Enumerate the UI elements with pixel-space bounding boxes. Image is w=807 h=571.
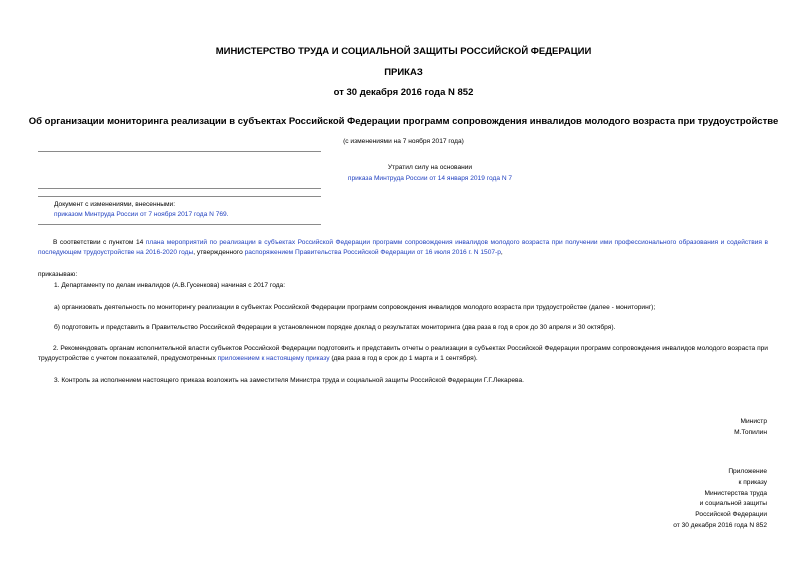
expired-link[interactable]: приказа Минтруда России от 14 января 2019 года N 7 [347, 175, 513, 182]
divider [38, 224, 321, 225]
appendix-line: Российской Федерации [695, 511, 767, 519]
signature-name: М.Топилин [734, 428, 767, 436]
appendix-block [673, 467, 767, 532]
doc-type-heading: ПРИКАЗ [384, 67, 423, 78]
amendments-note: (с изменениями на 7 ноября 2017 года) [343, 138, 464, 145]
appendix-line: и социальной защиты [699, 500, 767, 508]
doc-title: Об организации мониторинга реализации в субъектах Российской Федерации программ сопровождения инвалидов молодого возраста при трудоустройстве [28, 116, 779, 127]
signature [734, 417, 767, 439]
appendix-link[interactable]: приложением к настоящему приказу [217, 355, 330, 362]
item-2 [38, 344, 768, 364]
signature-position: Министр [740, 418, 767, 425]
action-plan-link[interactable]: плана мероприятий по реализации в субъектах Российской Федерации программ сопровождения инвалидов молодого возраста при получении ими профессионального образования и содействия в последующем трудоустройстве на 2016-2020 годы [38, 239, 768, 256]
preamble [38, 238, 768, 258]
item-1a: а) организовать деятельность по мониторингу реализации в субъектах Российской Федерации программ сопровождения инвалидов молодого возраста при трудоустройстве (далее - мониторинг); [54, 304, 656, 311]
changes-label: Документ с изменениями, внесенными: [54, 201, 176, 208]
ministry-heading: МИНИСТЕРСТВО ТРУДА И СОЦИАЛЬНОЙ ЗАЩИТЫ РОССИЙСКОЙ ФЕДЕРАЦИИ [215, 46, 592, 57]
divider [38, 188, 321, 189]
item-1: 1. Департаменту по делам инвалидов (А.В.Гусенкова) начиная с 2017 года: [54, 282, 286, 289]
preamble-text: В соответствии с пунктом 14 [53, 239, 146, 246]
divider [38, 196, 321, 197]
item-2-text: 2. Рекомендовать органам исполнительной власти субъектов Российской Федерации подготовить и представить отчеты о реализации в субъектах Российской Федерации программ сопровождения инвалидов молодого возраста при трудоустройстве с учетом показателей, предусмотренных [38, 345, 768, 362]
item-3: 3. Контроль за исполнением настоящего приказа возложить на заместителя Министра труда и социальной защиты Российской Федерации Г.Г.Лекарева. [54, 377, 524, 384]
item-2-text: (два раза в год в срок до 1 марта и 1 сентября). [329, 355, 478, 362]
divider [38, 151, 321, 152]
preamble-text: , [500, 249, 503, 256]
changes-link[interactable]: приказом Минтруда России от 7 ноября 2017 года N 769. [54, 211, 229, 218]
expired-label: Утратил силу на основании [387, 164, 473, 171]
doc-date-number: от 30 декабря 2016 года N 852 [333, 87, 474, 98]
appendix-line: Министерства труда [704, 489, 767, 497]
item-1b: б) подготовить и представить в Правительство Российской Федерации в установленном порядке доклад о результатах мониторинга (два раза в год в срок до 30 апреля и 30 октября). [54, 324, 616, 331]
government-decree-link[interactable]: распоряжением Правительства Российской Федерации от 16 июля 2016 г. N 1507-р [244, 249, 501, 256]
order-word: приказываю: [38, 271, 78, 278]
appendix-line: от 30 декабря 2016 года N 852 [673, 521, 767, 529]
preamble-text: , утвержденного [193, 249, 245, 256]
appendix-line: к приказу [738, 478, 767, 486]
appendix-line: Приложение [728, 468, 767, 475]
